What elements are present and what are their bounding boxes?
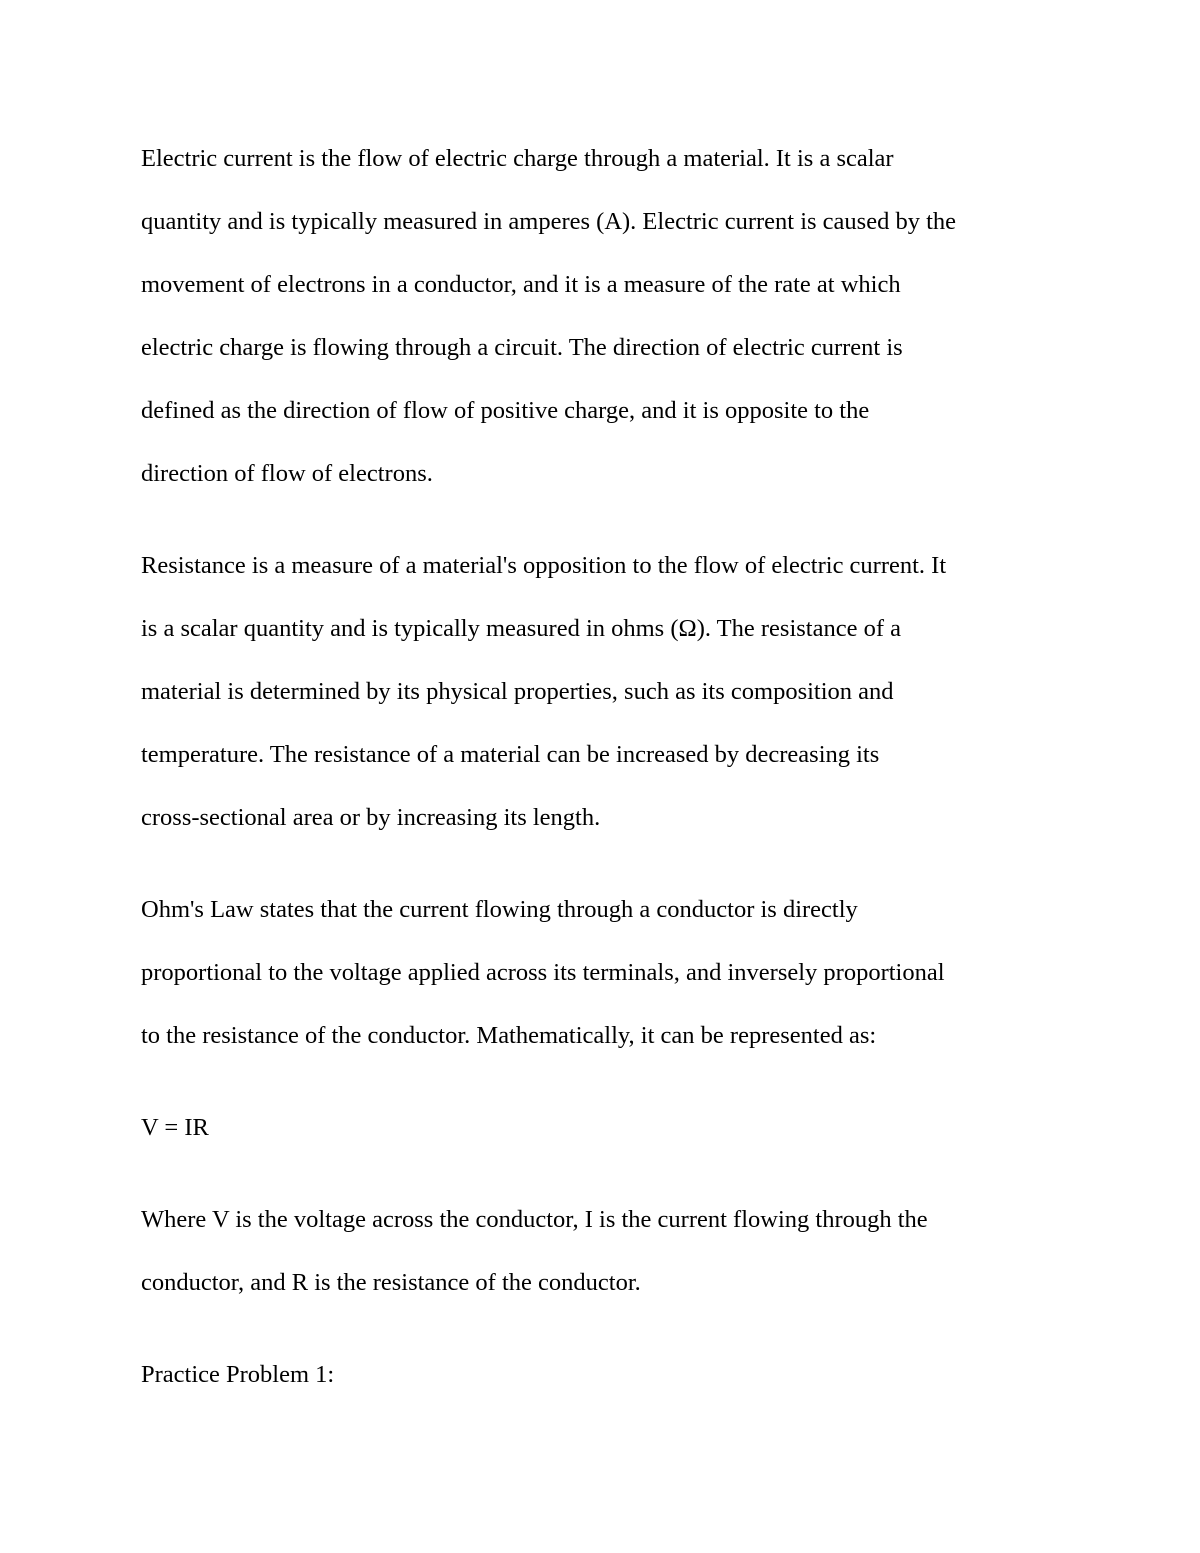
text-line: is a scalar quantity and is typically measured in ohms (Ω). The resistance of a [141, 615, 902, 642]
practice-problem-heading [141, 1343, 1071, 1406]
text-line: direction of flow of electrons. [141, 460, 433, 487]
document-body [141, 127, 1071, 1406]
text-line: Resistance is a measure of a material's opposition to the flow of electric current. It [141, 552, 947, 579]
text-line: movement of electrons in a conductor, and it is a measure of the rate at which [141, 271, 901, 298]
paragraph-formula-explanation [141, 1188, 1071, 1314]
formula-line: V = IR [141, 1114, 209, 1141]
text-line: conductor, and R is the resistance of the conductor. [141, 1269, 641, 1296]
text-line: temperature. The resistance of a material can be increased by decreasing its [141, 741, 880, 768]
formula-paragraph [141, 1096, 1071, 1159]
paragraph-resistance [141, 534, 1071, 849]
text-line: material is determined by its physical properties, such as its composition and [141, 678, 894, 705]
paragraph-electric-current [141, 127, 1071, 505]
text-line: defined as the direction of flow of positive charge, and it is opposite to the [141, 397, 870, 424]
text-line: proportional to the voltage applied across its terminals, and inversely proportional [141, 959, 945, 986]
text-line: Electric current is the flow of electric charge through a material. It is a scalar [141, 145, 894, 172]
text-line: Ohm's Law states that the current flowing through a conductor is directly [141, 896, 858, 923]
paragraph-ohms-law [141, 878, 1071, 1067]
text-line: to the resistance of the conductor. Mathematically, it can be represented as: [141, 1022, 877, 1049]
text-line: cross-sectional area or by increasing its length. [141, 804, 601, 831]
text-line: quantity and is typically measured in amperes (A). Electric current is caused by the [141, 208, 957, 235]
text-line: Practice Problem 1: [141, 1361, 335, 1388]
text-line: Where V is the voltage across the conductor, I is the current flowing through the [141, 1206, 928, 1233]
text-line: electric charge is flowing through a circuit. The direction of electric current is [141, 334, 903, 361]
